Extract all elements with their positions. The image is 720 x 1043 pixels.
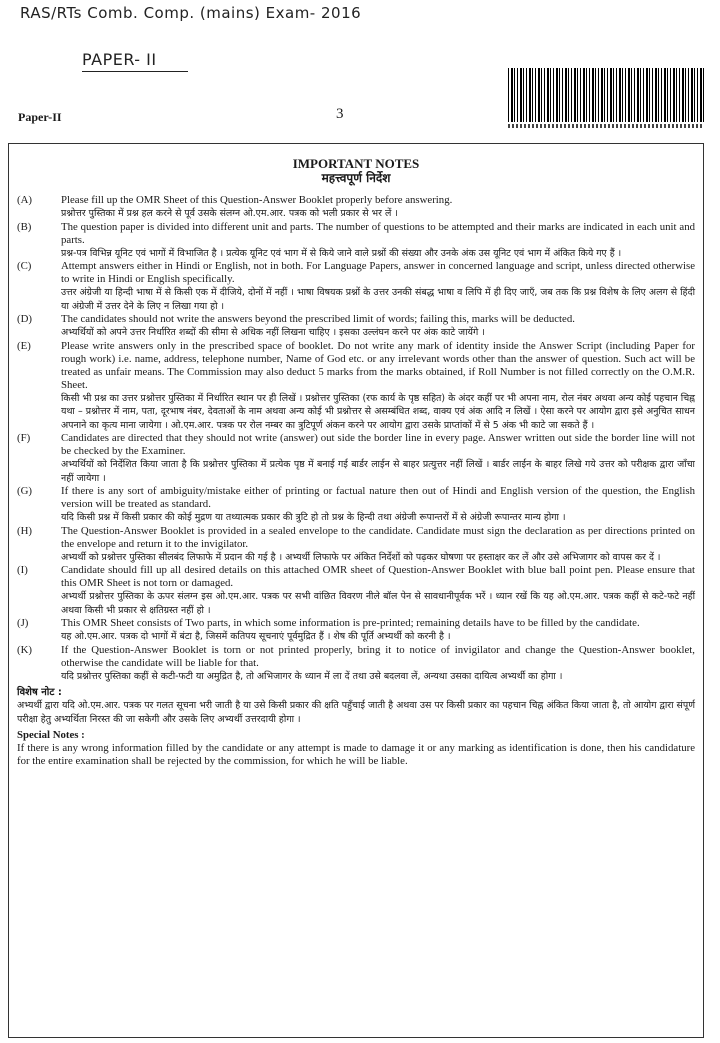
note-label: (B) [17, 220, 32, 233]
note-item [9, 525, 703, 565]
note-hindi: यह ओ.एम.आर. पत्रक दो भागों में बंटा है, जिसमें कतिपय सूचनाएं पूर्वमुद्रित हैं । शेष की पूर्ति अभ्यर्थी को करनी है । [61, 631, 451, 642]
note-item [9, 432, 703, 485]
note-english: Please write answers only in the prescribed space of booklet. Do not write any mark of identity inside the Answer Script (including Paper for rough work) i.e. name, address, telephone number, Name of God etc. or any irrelevant words other than the answer of question. Such act will be treated as unfair means. The Commission may also deduct 5 marks from the marks obtained, if Roll Number is not filled correctly on the O.M.R. Sheet. [61, 339, 695, 391]
note-english: Attempt answers either in Hindi or English, not in both. For Language Papers, answer in concerned language and script, unless directed otherwise to write in Hindi or English specifically. [61, 260, 695, 285]
barcode [508, 68, 704, 122]
note-label: (H) [17, 524, 32, 537]
barcode-digits [508, 124, 704, 128]
special-notes-hindi-text: अभ्यर्थी द्वारा यदि ओ.एम.आर. पत्रक पर गलत सूचना भरी जाती है या उसे किसी प्रकार की क्षति पहुँचाई जाती है अथवा उस पर किसी प्रकार का पहचान चिह्न अंकित किया जाता है, तो आयोग द्वारा संपूर्ण परीक्षा हेतु अभ्यर्थिता निरस्त की जा सकेगी और उसके लिए अभ्यर्थी उत्तरदायी होगा । [17, 700, 695, 725]
handwritten-underline [82, 71, 188, 72]
note-english: Candidate should fill up all desired details on this attached OMR sheet of Question-Answer Booklet with blue ball point pen. Please ensure that this OMR Sheet is not torn or damaged. [61, 564, 695, 589]
note-hindi: किसी भी प्रश्न का उत्तर प्रश्नोत्तर पुस्तिका में निर्धारित स्थान पर ही लिखें । प्रश्नोत्तर पुस्तिका (रफ कार्य के पृष्ठ सहित) के अंदर कहीं पर भी अपना नाम, रोल नंबर अथवा अन्य कोई पहचान चिह्न यथा – प्रश्नोत्तर में नाम, पता, दूरभाष नंबर, देवताओं के नाम अथवा अन्य कोई भी प्रश्नोत्तर से असम्बंधित शब्द, वाक्य एवं अंक आदि न लिखें । ऐसा करने पर आयोग द्वारा इसे अनुचित साधन अपनाने का कृत्य माना जायेगा । ओ.एम.आर. पत्रक पर रोल नम्बर का त्रुटिपूर्ण अंकन करने पर आयोग द्वारा उसके प्राप्तांकों में से 5 अंक भी काटे जा सकते हैं । [61, 392, 695, 431]
note-item [9, 564, 703, 617]
special-notes-heading: Special Notes : [17, 729, 85, 741]
note-label: (A) [17, 194, 32, 206]
note-hindi: उत्तर अंग्रेजी या हिन्दी भाषा में से किसी एक में दीजिये, दोनों में नहीं । भाषा विषयक प्रश्नों के उत्तर उनकी संबद्ध भाषा व लिपि में ही दिए जाएँ, जब तक कि प्रश्न विशेष के लिए अलग से हिंदी या अंग्रेजी में उत्तर देने के लिए न लिखा गया हो । [61, 287, 695, 312]
notes-title-hindi: महत्त्वपूर्ण निर्देश [321, 171, 391, 185]
note-label: (C) [17, 260, 32, 272]
note-label: (E) [17, 339, 31, 352]
notes-title: IMPORTANT NOTES [292, 156, 420, 171]
note-hindi: प्रश्न-पत्र विभिन्न यूनिट एवं भागों में विभाजित है । प्रत्येक यूनिट एवं भाग में से किये जाने वाले प्रश्नों की संख्या और उनके अंक उस यूनिट एवं भाग में अंकित किये गए हैं । [61, 247, 622, 259]
note-item [9, 485, 703, 525]
note-hindi: प्रश्नोत्तर पुस्तिका में प्रश्न हल करने से पूर्व उसके संलग्न ओ.एम.आर. पत्रक को भली प्रकार से भर लें । [61, 208, 398, 219]
note-body [61, 617, 703, 644]
note-hindi: अभ्यर्थी को प्रश्नोत्तर पुस्तिका सीलबंद लिफाफे में प्रदान की गई है । अभ्यर्थी लिफाफे पर अंकित निर्देशों को पढ़कर घोषणा पर हस्ताक्षर कर लें और उसे अभिजागर को वापस कर दें । [61, 551, 661, 563]
note-body [61, 340, 703, 433]
note-label: (J) [17, 617, 29, 629]
note-hindi: अभ्यर्थियों को निर्देशित किया जाता है कि प्रश्नोत्तर पुस्तिका में प्रत्येक पृष्ठ में बनाई गई बार्डर लाईन से बाहर प्रत्युत्तर नहीं लिखें । बार्डर लाईन के बाहर लिखे गये उत्तर को परीक्षक द्वारा जाँचा नहीं जायेगा । [61, 459, 695, 484]
note-body [61, 221, 703, 261]
note-english: The candidates should not write the answers beyond the prescribed limit of words; failing this, marks will be deducted. [61, 313, 575, 325]
note-body [61, 313, 703, 340]
handwritten-exam-title: RAS/RTs Comb. Comp. (mains) Exam- 2016 [20, 4, 362, 22]
note-body [61, 432, 703, 485]
note-hindi: अभ्यर्थी प्रश्नोत्तर पुस्तिका के ऊपर संलग्न इस ओ.एम.आर. पत्रक पर सभी वांछित विवरण नीले बॉल पेन से सावधानीपूर्वक भरें । ध्यान रखें कि यह ओ.एम.आर. पत्रक कहीं से कटे-फटे नहीं अथवा किसी भी प्रकार से क्षतिग्रस्त नहीं हो । [61, 591, 695, 616]
note-item [9, 313, 703, 340]
note-label: (F) [17, 432, 31, 444]
page-number: 3 [336, 106, 344, 122]
note-english: If there is any sort of ambiguity/mistake either of printing or factual nature then out of Hindi and English version of the question, the English version will be treated as standard. [61, 485, 695, 510]
notes-list [9, 194, 703, 683]
note-item [9, 340, 703, 433]
handwritten-paper-label: PAPER- II [82, 50, 157, 69]
special-notes-text: If there is any wrong information filled by the candidate or any attempt is made to damage it or any marking as identification is done, then his candidature for the entire examination shall be rejected by the commission, for which he will be liable. [17, 742, 695, 767]
note-body [61, 644, 703, 684]
important-notes-box [8, 143, 704, 1038]
note-body [61, 260, 703, 313]
note-item [9, 194, 703, 221]
note-item [9, 644, 703, 684]
note-english: The Question-Answer Booklet is provided in a sealed envelope to the candidate. Candidate must sign the declaration as per directions printed on the envelope and return it to the invigilator. [61, 524, 695, 550]
note-body [61, 564, 703, 617]
note-hindi: यदि प्रश्नोत्तर पुस्तिका कहीं से कटी-फटी या अमुद्रित है, तो अभिजागर के ध्यान में ला दें तथा उसे बदलवा लें, अन्यथा उसका दायित्व अभ्यर्थी का होगा । [61, 670, 563, 682]
note-item [9, 260, 703, 313]
note-hindi: यदि किसी प्रश्न में किसी प्रकार की कोई मुद्रण या तथ्यात्मक प्रकार की त्रुटि हो तो प्रश्न के हिन्दी तथा अंग्रेजी रूपान्तरों में से अंग्रेजी रूपान्तर मान्य होगा । [61, 512, 566, 523]
paper-label: Paper-II [18, 110, 62, 124]
note-item [9, 617, 703, 644]
note-label: (K) [17, 643, 32, 656]
note-body [61, 194, 703, 221]
note-body [61, 525, 703, 565]
note-hindi: अभ्यर्थियों को अपने उत्तर निर्धारित शब्दों की सीमा से अधिक नहीं लिखना चाहिए । इसका उल्लंघन करने पर अंक काटे जायेंगे । [61, 327, 485, 338]
note-body [61, 485, 703, 525]
note-label: (G) [17, 485, 32, 497]
note-english: This OMR Sheet consists of Two parts, in which some information is pre-printed; remaining details have to be filled by the candidate. [61, 617, 640, 629]
special-notes-hindi-heading: विशेष नोट : [17, 687, 62, 698]
note-label: (I) [17, 564, 28, 576]
note-english: Please fill up the OMR Sheet of this Question-Answer Booklet properly before answering. [61, 194, 453, 206]
note-item [9, 221, 703, 261]
note-label: (D) [17, 313, 32, 325]
note-english: The question paper is divided into different unit and parts. The number of questions to be attempted and their marks are indicated in each unit and parts. [61, 220, 695, 246]
note-english: Candidates are directed that they should not write (answer) out side the border line in every page. Answer written out side the border line will not be checked by the Examiner. [61, 432, 695, 457]
note-english: If the Question-Answer Booklet is torn or not printed properly, bring it to notice of invigilator and change the Question-Answer booklet, otherwise the candidate will be liable for that. [61, 643, 695, 669]
